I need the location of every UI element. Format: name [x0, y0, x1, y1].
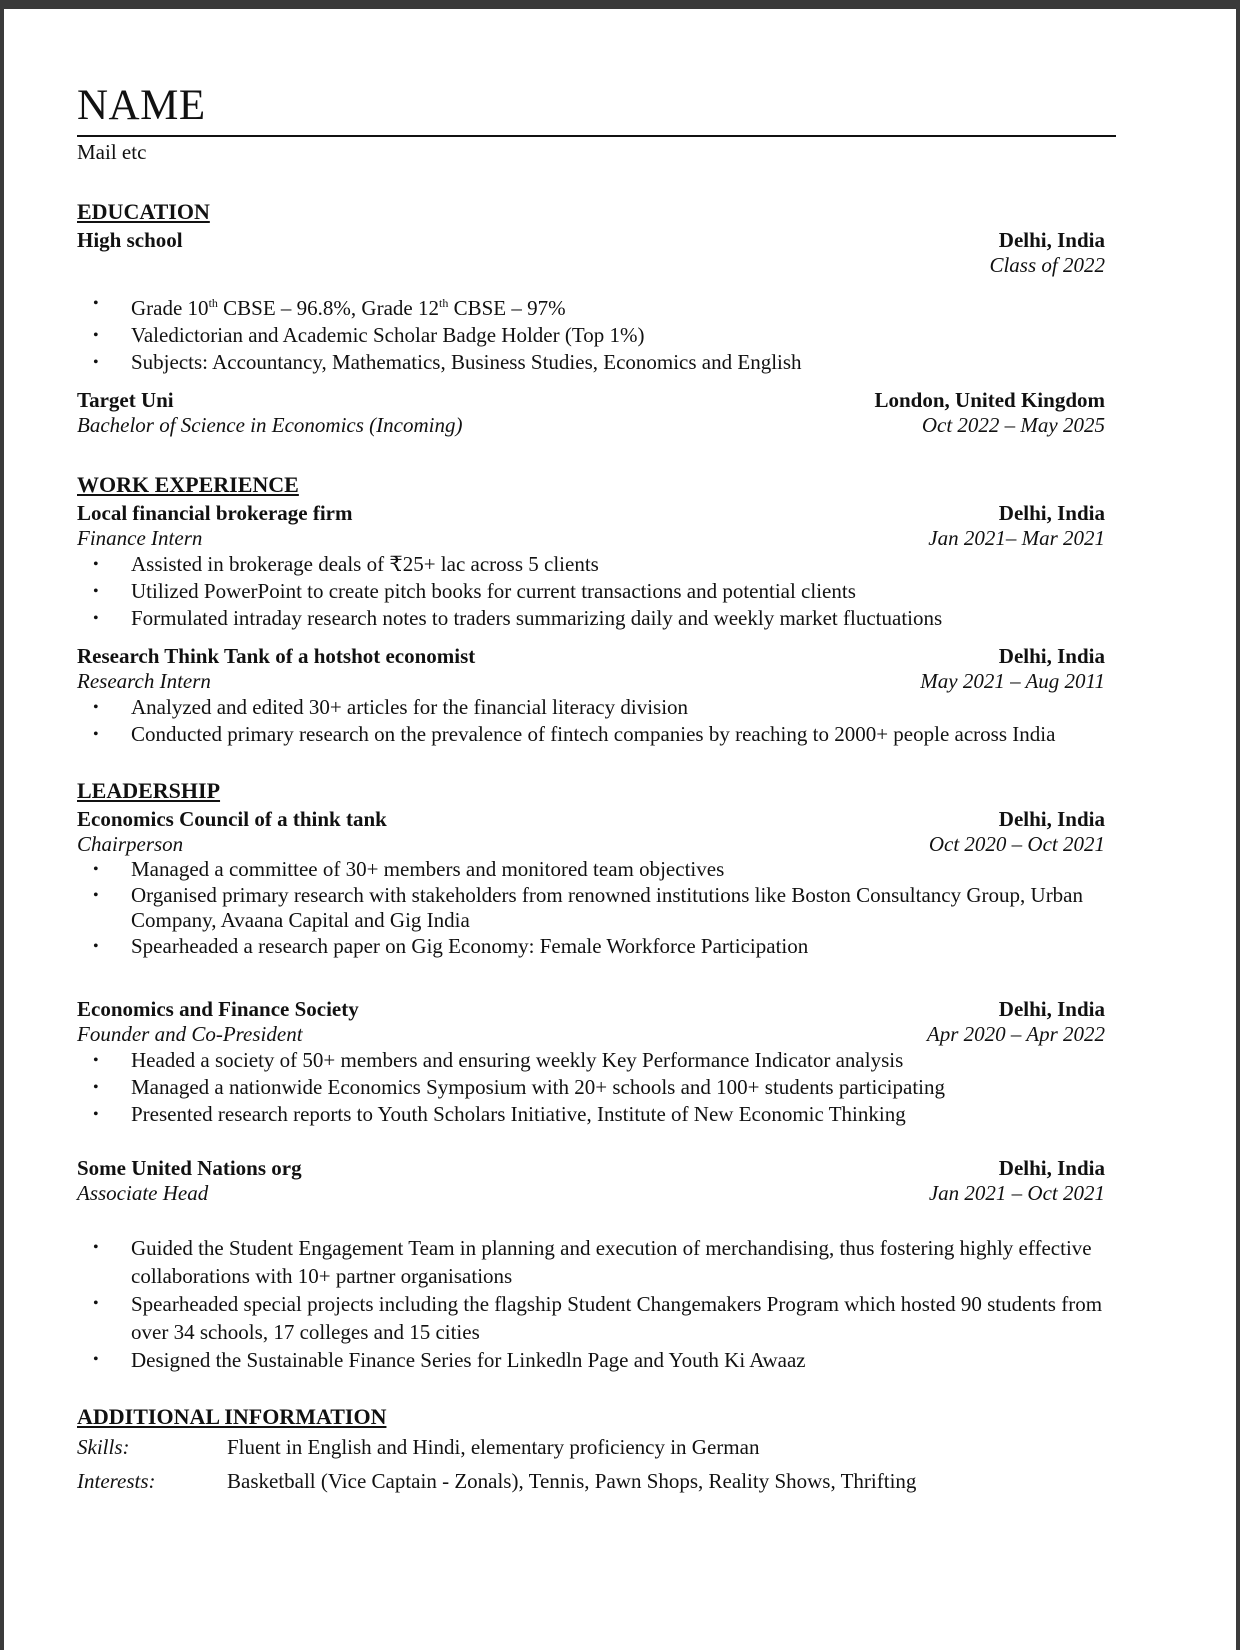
list-item: • Conducted primary research on the prevalence of fintech companies by reaching to 2000+ people across India: [77, 721, 1105, 748]
org-name: Research Think Tank of a hotshot economist: [77, 644, 476, 668]
header-divider: [77, 135, 1116, 137]
additional-heading: ADDITIONAL INFORMATION: [77, 1404, 387, 1429]
resume-page: [4, 9, 1236, 1650]
list-item: • Managed a committee of 30+ members and monitored team objectives: [77, 857, 1105, 883]
leadership-entry-un-org: [77, 1156, 1105, 1374]
list-item: • Utilized PowerPoint to create pitch books for current transactions and potential clients: [77, 578, 1105, 605]
org-name: Some United Nations org: [77, 1156, 302, 1180]
dates: Class of 2022: [989, 253, 1105, 277]
skills-value: Fluent in English and Hindi, elementary proficiency in German: [227, 1435, 760, 1459]
interests-label: Interests:: [77, 1469, 156, 1493]
org-name: Local financial brokerage firm: [77, 501, 353, 525]
degree: Bachelor of Science in Economics (Incoming): [77, 413, 463, 437]
location: Delhi, India: [998, 1156, 1105, 1180]
work-entry-think-tank: [77, 644, 1105, 748]
list-item: • Assisted in brokerage deals of ₹25+ lac across 5 clients: [77, 551, 1105, 578]
list-item: • Grade 10th CBSE – 96.8%, Grade 12th CBSE – 97%: [77, 290, 1105, 322]
leadership-entry-society: [77, 997, 1105, 1128]
list-item: • Organised primary research with stakeholders from renowned institutions like Boston Consultancy Group, Urban Company, Avaana Capital and Gig India: [77, 883, 1105, 934]
list-item: • Formulated intraday research notes to traders summarizing daily and weekly market fluctuations: [77, 605, 1105, 632]
work-heading: WORK EXPERIENCE: [77, 472, 299, 497]
education-heading: EDUCATION: [77, 199, 210, 224]
list-item: • Guided the Student Engagement Team in planning and execution of merchandising, thus fostering highly effective collaborations with 10+ partner organisations: [77, 1234, 1105, 1290]
bullet-list: [77, 694, 1105, 748]
dates: Oct 2020 – Oct 2021: [928, 832, 1105, 856]
dates: Jan 2021 – Oct 2021: [928, 1181, 1105, 1205]
location: Delhi, India: [998, 501, 1105, 525]
location: Delhi, India: [998, 997, 1105, 1021]
location: London, United Kingdom: [874, 388, 1105, 412]
dates: Apr 2020 – Apr 2022: [926, 1022, 1105, 1046]
candidate-name: NAME: [77, 82, 206, 129]
list-item: • Managed a nationwide Economics Symposium with 20+ schools and 100+ students participating: [77, 1074, 1105, 1101]
leadership-entry-council: [77, 807, 1105, 959]
role: Founder and Co-President: [77, 1022, 303, 1046]
contact-line: Mail etc: [77, 140, 147, 164]
list-item: • Spearheaded a research paper on Gig Economy: Female Workforce Participation: [77, 934, 1105, 960]
leadership-heading: LEADERSHIP: [77, 778, 221, 803]
org-name: High school: [77, 228, 183, 252]
resume-content: [77, 81, 1105, 1498]
dates: Jan 2021– Mar 2021: [928, 526, 1105, 550]
interests-row: [77, 1464, 1105, 1498]
education-entry-high-school: [77, 228, 1105, 376]
role: Finance Intern: [77, 526, 203, 550]
skills-label: Skills:: [77, 1435, 130, 1459]
education-entry-target-uni: [77, 388, 1105, 438]
list-item: • Valedictorian and Academic Scholar Badge Holder (Top 1%): [77, 322, 1105, 349]
list-item: • Headed a society of 50+ members and ensuring weekly Key Performance Indicator analysis: [77, 1047, 1105, 1074]
list-item: • Designed the Sustainable Finance Series for Linkedln Page and Youth Ki Awaaz: [77, 1346, 1105, 1374]
location: Delhi, India: [998, 807, 1105, 831]
location: Delhi, India: [998, 644, 1105, 668]
org-name: Target Uni: [77, 388, 174, 412]
bullet-list: [77, 290, 1105, 376]
interests-value: Basketball (Vice Captain - Zonals), Tennis, Pawn Shops, Reality Shows, Thrifting: [227, 1469, 917, 1493]
role: Chairperson: [77, 832, 184, 856]
bullet-list: [77, 857, 1105, 959]
dates: Oct 2022 – May 2025: [921, 413, 1105, 437]
bullet-list: [77, 551, 1105, 632]
role: Research Intern: [77, 669, 211, 693]
role: Associate Head: [77, 1181, 209, 1205]
skills-row: [77, 1430, 1105, 1464]
bullet-list: [77, 1234, 1105, 1374]
work-entry-brokerage: [77, 501, 1105, 632]
list-item: • Spearheaded special projects including the flagship Student Changemakers Program which hosted 90 students from over 34 schools, 17 colleges and 15 cities: [77, 1290, 1105, 1346]
bullet-list: [77, 1047, 1105, 1128]
org-name: Economics Council of a think tank: [77, 807, 387, 831]
list-item: • Subjects: Accountancy, Mathematics, Business Studies, Economics and English: [77, 349, 1105, 376]
dates: May 2021 – Aug 2011: [920, 669, 1105, 693]
list-item: • Presented research reports to Youth Scholars Initiative, Institute of New Economic Thinking: [77, 1101, 1105, 1128]
org-name: Economics and Finance Society: [77, 997, 359, 1021]
list-item: • Analyzed and edited 30+ articles for the financial literacy division: [77, 694, 1105, 721]
location: Delhi, India: [998, 228, 1105, 252]
